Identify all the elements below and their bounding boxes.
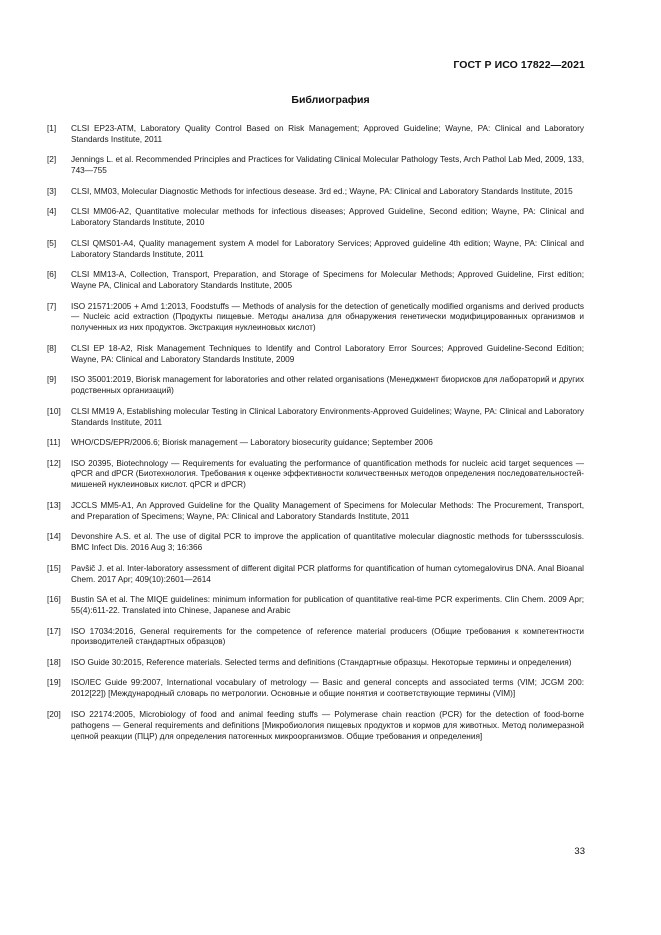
entry-text: ISO 21571:2005 + Amd 1:2013, Foodstuffs — Methods of analysis for the detection of genetically modified organisms and derived products — Nucleic acid extraction (Продукты пищевые. Методы анализа для обнаружения генетически модифицированных организмов и полученных из них продуктов. Экстракция нуклеиновых кислот) xyxy=(71,301,584,333)
bibliography-entry xyxy=(47,270,584,292)
entry-text: ISO 17034:2016, General requirements for the competence of reference material producers (Общие требования к компетентности производителей стандартных образцов) xyxy=(71,626,584,647)
entry-text: JCCLS MM5-A1, An Approved Guideline for the Quality Management of Specimens for Molecular Methods: The Procurement, Transport, and Preparation of Specimens; Wayne, PA: Clinical and Laboratory Standards Institute, 2011 xyxy=(71,500,584,521)
entry-number: [12] xyxy=(47,458,61,468)
entry-text: CLSI QMS01-A4, Quality management system A model for Laboratory Services; Approved guideline 4th edition; Wayne, PA: Clinical and Laboratory Standards Institute, 2011 xyxy=(71,238,584,259)
entry-number: [14] xyxy=(47,532,61,542)
bibliography-entry xyxy=(47,627,584,649)
bibliography-entry xyxy=(47,658,584,669)
entry-number: [9] xyxy=(47,375,57,385)
bibliography-entry xyxy=(47,344,584,366)
entry-number: [5] xyxy=(47,238,57,248)
entry-text: WHO/CDS/EPR/2006.6; Biorisk management — Laboratory biosecurity guidance; September 2006 xyxy=(71,438,433,448)
bibliography-entry xyxy=(47,302,584,335)
entry-number: [1] xyxy=(47,124,57,133)
entry-number: [2] xyxy=(47,155,57,165)
standard-designation: ГОСТ Р ИСО 17822—2021 xyxy=(453,59,585,71)
entry-number: [11] xyxy=(47,438,61,448)
bibliography-entry xyxy=(47,375,584,397)
bibliography-entry xyxy=(47,595,584,617)
entry-text: Devonshire A.S. et al. The use of digital PCR to improve the application of quantitative molecular diagnostic methods for tubersssculosis. BMC Infect Dis. 2016 Aug 3; 16:366 xyxy=(71,532,584,553)
entry-text: CLSI, MM03, Molecular Diagnostic Methods for infectious desease. 3rd ed.; Wayne, PA: Clinical and Laboratory Standards Institute, 2015 xyxy=(71,186,573,196)
entry-text: ISO 20395, Biotechnology — Requirements for evaluating the performance of quantification methods for nucleic acid target sequences — qPCR and dPCR (Биотехнология. Требования к оценке эффективности количественных методов определения последовательностей-мишеней нуклеиновых кислот. qPCR и dPCR) xyxy=(71,458,584,490)
entry-text: ISO 22174:2005, Microbiology of food and animal feeding stuffs — Polymerase chain reaction (PCR) for the detection of food-borne pathogens — General requirements and definitions [Микробиология пищевых продуктов и кормов для животных. Метод полимеразной цепной реакции (ПЦР) для определения патогенных микроорганизмов. Общие требования и определения] xyxy=(71,709,584,741)
entry-number: [18] xyxy=(47,657,61,667)
entry-text: CLSI MM13-A, Collection, Transport, Preparation, and Storage of Specimens for Molecular Methods; Approved Guideline, First edition; Wayne PA, Clinical and Laboratory Standards Institute, 2005 xyxy=(71,270,584,291)
entry-number: [4] xyxy=(47,207,57,217)
bibliography-entry xyxy=(47,564,584,586)
entry-number: [20] xyxy=(47,709,61,719)
entry-text: Jennings L. et al. Recommended Principles and Practices for Validating Clinical Molecular Pathology Tests, Arch Pathol Lab Med, 2009, 133, 743—755 xyxy=(71,155,584,176)
entry-text: CLSI EP 18-A2, Risk Management Techniques to Identify and Control Laboratory Error Sources; Approved Guideline-Second Edition; Wayne, PA: Clinical and Laboratory Standards Institute, 2009 xyxy=(71,343,584,364)
bibliography-entry xyxy=(47,155,584,177)
bibliography-entry xyxy=(47,438,584,449)
entry-number: [13] xyxy=(47,500,61,510)
entry-number: [8] xyxy=(47,343,57,353)
entry-number: [15] xyxy=(47,563,61,573)
entry-number: [6] xyxy=(47,270,57,280)
entry-text: CLSI MM19 A, Establishing molecular Testing in Clinical Laboratory Environments-Approved Guidelines; Wayne, PA: Clinical and Laboratory Standards Institute, 2011 xyxy=(71,406,584,427)
bibliography-entry xyxy=(47,459,584,492)
entry-number: [19] xyxy=(47,678,61,688)
bibliography-entry xyxy=(47,532,584,554)
entry-text: ISO Guide 30:2015, Reference materials. Selected terms and definitions (Стандартные образцы. Некоторые термины и определения) xyxy=(71,657,572,667)
entry-text: ISO/IEC Guide 99:2007, International vocabulary of metrology — Basic and general concepts and associated terms (VIM; JCGM 200: 2012[22]) [Международный словарь по метрологии. Основные и общие понятия и соответствующие термины (VIM)] xyxy=(71,678,584,699)
bibliography-entry xyxy=(47,207,584,229)
entry-text: Pavšič J. et al. Inter-laboratory assessment of different digital PCR platforms for quantification of human cytomegalovirus DNA. Anal Bioanal Chem. 2017 Apr; 409(10):2601—2614 xyxy=(71,563,584,584)
entry-number: [10] xyxy=(47,406,61,416)
bibliography-entry xyxy=(47,710,584,743)
entry-number: [3] xyxy=(47,186,57,196)
entry-text: ISO 35001:2019, Biorisk management for laboratories and other related organisations (Менеджмент биорисков для лабораторий и других родственных организаций) xyxy=(71,375,584,396)
entry-number: [7] xyxy=(47,301,57,311)
page-number: 33 xyxy=(574,846,585,857)
entry-text: Bustin SA et al. The MIQE guidelines: minimum information for publication of quantitative real-time PCR experiments. Clin Chem. 2009 Apr; 55(4):611-22. Translated into Chinese, Japanese and Arabic xyxy=(71,595,584,615)
entry-text: CLSI MM06-A2, Quantitative molecular methods for infectious diseases; Approved Guideline, Second edition; Wayne, PA: Clinical and Laboratory Standards Institute, 2010 xyxy=(71,207,584,228)
bibliography-entry xyxy=(47,239,584,261)
entry-number: [17] xyxy=(47,626,61,636)
bibliography-entry xyxy=(47,124,584,146)
bibliography-entry xyxy=(47,187,584,198)
entry-number: [16] xyxy=(47,595,61,605)
bibliography-list xyxy=(47,124,584,752)
bibliography-entry xyxy=(47,501,584,523)
entry-text: CLSI EP23-ATM, Laboratory Quality Control Based on Risk Management; Approved Guideline; Wayne, PA: Clinical and Laboratory Standards Institute, 2011 xyxy=(71,124,584,144)
bibliography-title: Библиография xyxy=(291,94,370,106)
bibliography-entry xyxy=(47,407,584,429)
bibliography-entry xyxy=(47,678,584,700)
